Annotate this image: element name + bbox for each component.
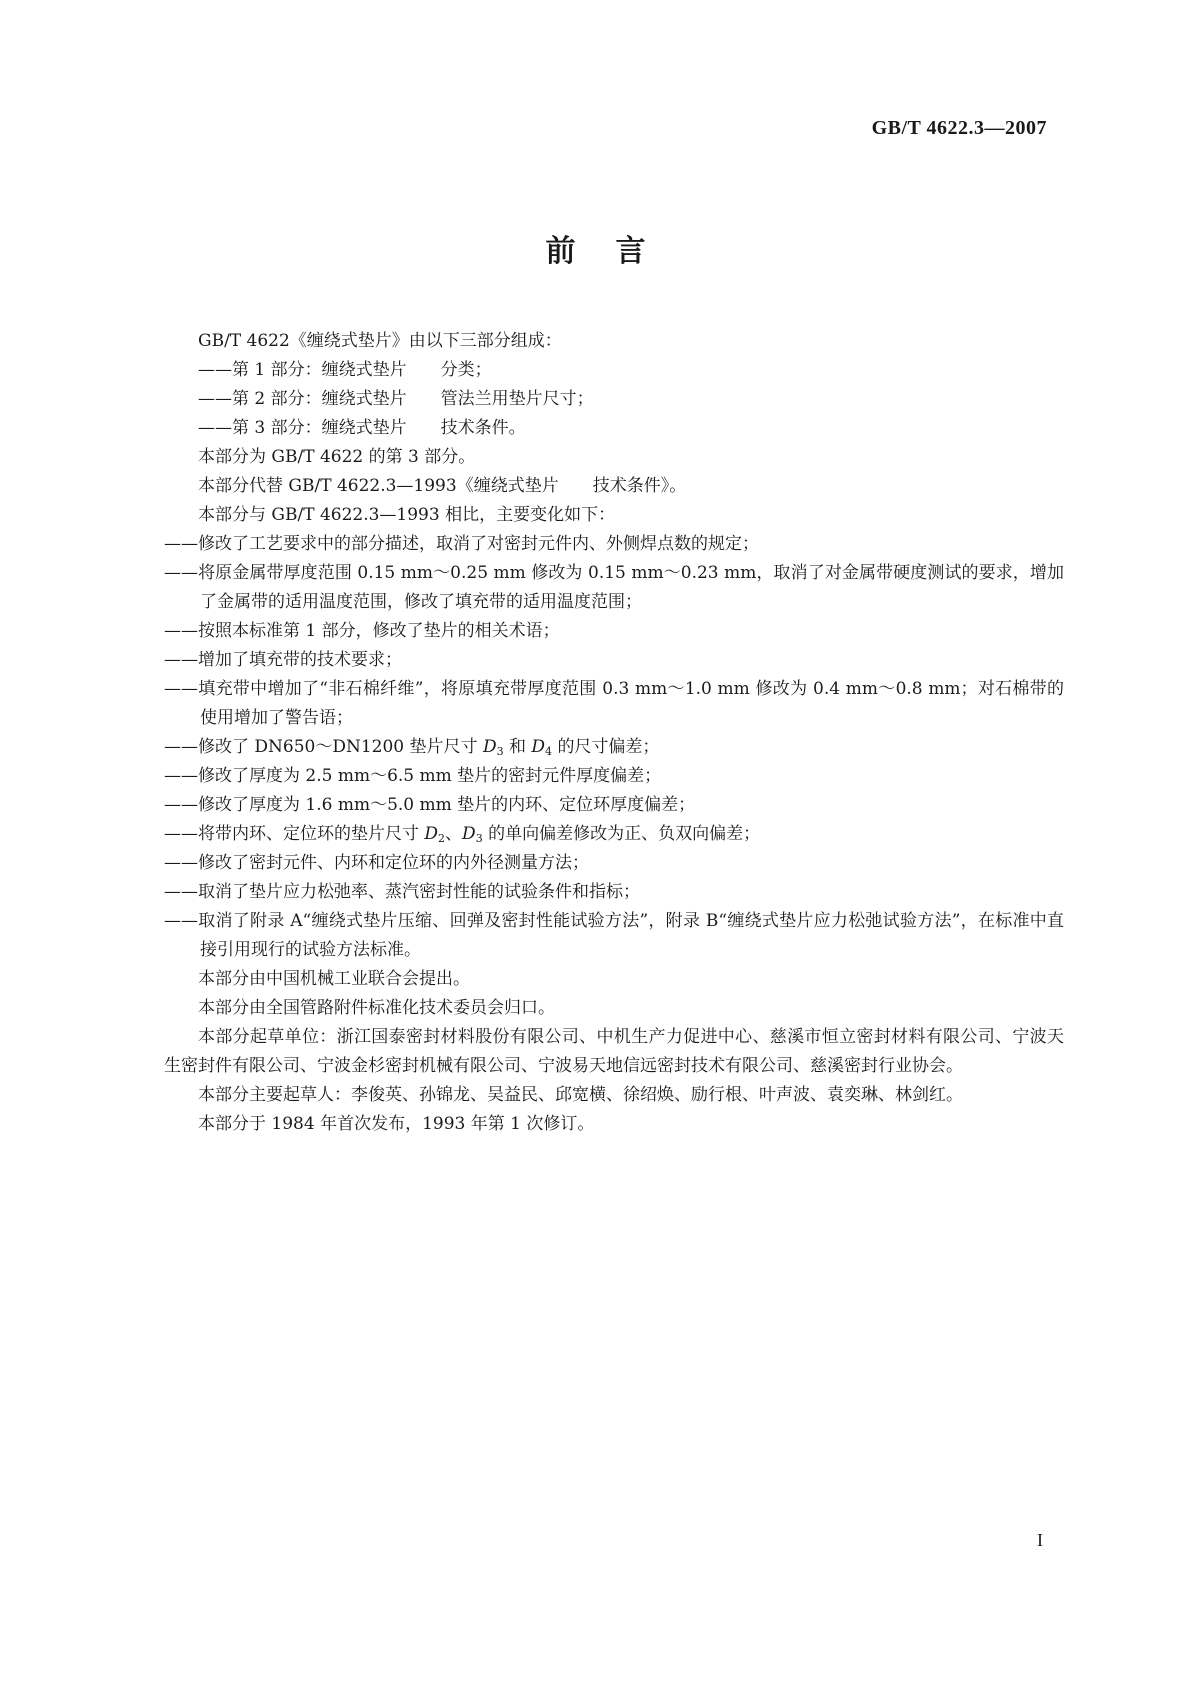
- list-item: ——按照本标准第 1 部分，修改了垫片的相关术语；: [164, 621, 560, 641]
- list-item: ——修改了工艺要求中的部分描述，取消了对密封元件内、外侧焊点数的规定；: [164, 534, 759, 554]
- list-item: ——将带内环、定位环的垫片尺寸 $D_2$、$D_3$ 的单向偏差修改为正、负双向偏差；: [164, 824, 761, 845]
- list-item: ——填充带中增加了“非石棉纤维”，将原填充带厚度范围 0.3 mm～1.0 mm 修改为 0.4 mm～0.8 mm；对石棉带的使用增加了警告语；: [164, 679, 1064, 728]
- paragraph: 本部分为 GB/T 4622 的第 3 部分。: [198, 447, 476, 467]
- paragraph: 本部分起草单位：浙江国泰密封材料股份有限公司、中机生产力促进中心、慈溪市恒立密封材料有限公司、宁波天生密封件有限公司、宁波金杉密封机械有限公司、宁波易天地信远密封技术有限公司、慈溪密封行业协会。: [164, 1027, 1064, 1076]
- list-item: ——增加了填充带的技术要求；: [164, 650, 402, 670]
- paragraph: 本部分主要起草人：李俊英、孙锦龙、吴益民、邱宽横、徐绍焕、励行根、叶声波、袁奕琳、林剑红。: [198, 1085, 963, 1105]
- foreword-body: [164, 327, 1064, 1139]
- list-item: ——取消了垫片应力松弛率、蒸汽密封性能的试验条件和指标；: [164, 882, 640, 902]
- page-title: 前言: [545, 234, 686, 269]
- paragraph: 本部分由中国机械工业联合会提出。: [198, 969, 470, 989]
- standard-code: GB/T 4622.3—2007: [871, 117, 1047, 139]
- paragraph: GB/T 4622《缠绕式垫片》由以下三部分组成：: [198, 331, 562, 351]
- list-item: ——修改了 DN650～DN1200 垫片尺寸 $D_3$ 和 $D_4$ 的尺寸偏差；: [164, 737, 660, 758]
- list-item: ——取消了附录 A“缠绕式垫片压缩、回弹及密封性能试验方法”，附录 B“缠绕式垫片应力松弛试验方法”，在标准中直接引用现行的试验方法标准。: [164, 911, 1064, 960]
- paragraph: 本部分于 1984 年首次发布，1993 年第 1 次修订。: [198, 1114, 595, 1134]
- page-number: I: [1037, 1530, 1043, 1550]
- list-item: ——将原金属带厚度范围 0.15 mm～0.25 mm 修改为 0.15 mm～0.23 mm，取消了对金属带硬度测试的要求，增加了金属带的适用温度范围，修改了填充带的适用温度范围；: [164, 563, 1064, 612]
- list-item: ——第 3 部分：缠绕式垫片 技术条件。: [198, 418, 526, 438]
- list-item: ——第 2 部分：缠绕式垫片 管法兰用垫片尺寸；: [198, 389, 594, 409]
- paragraph: 本部分与 GB/T 4622.3—1993 相比，主要变化如下：: [198, 505, 616, 525]
- list-item: ——修改了厚度为 1.6 mm～5.0 mm 垫片的内环、定位环厚度偏差；: [164, 795, 696, 815]
- list-item: ——第 1 部分：缠绕式垫片 分类；: [198, 360, 492, 380]
- paragraph: 本部分由全国管路附件标准化技术委员会归口。: [198, 998, 555, 1018]
- list-item: ——修改了密封元件、内环和定位环的内外径测量方法；: [164, 853, 589, 873]
- paragraph: 本部分代替 GB/T 4622.3—1993《缠绕式垫片 技术条件》。: [198, 476, 687, 496]
- list-item: ——修改了厚度为 2.5 mm～6.5 mm 垫片的密封元件厚度偏差；: [164, 766, 662, 786]
